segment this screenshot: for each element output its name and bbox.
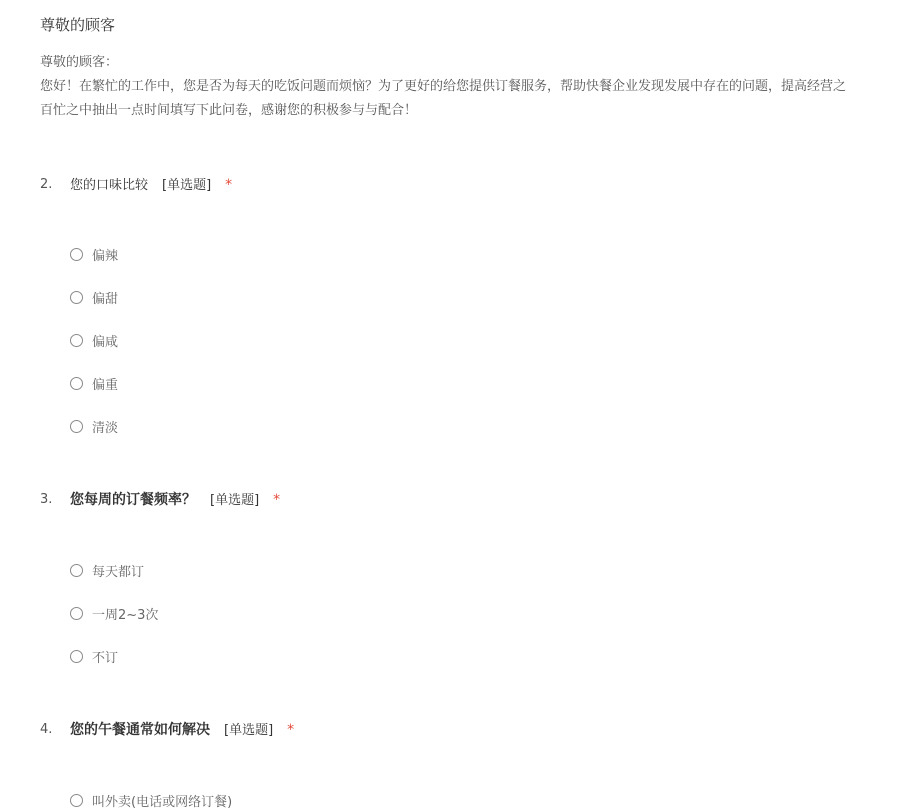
question-title-wrap: [70, 719, 294, 742]
option-heavy[interactable]: [70, 372, 118, 394]
option-label[interactable]: 偏辣: [92, 248, 119, 264]
option-two-three-times[interactable]: [70, 602, 158, 624]
option-label[interactable]: 清淡: [92, 420, 119, 436]
option-spicy[interactable]: [70, 243, 118, 265]
option-salty[interactable]: [70, 329, 118, 351]
question-title: 您的口味比较: [70, 178, 149, 193]
option-label[interactable]: 不订: [92, 650, 119, 666]
question-type-label: [单选题]: [162, 178, 212, 193]
question-taste: [40, 174, 900, 436]
radio-button[interactable]: [70, 291, 83, 304]
radio-button[interactable]: [70, 377, 83, 390]
question-type-label: [单选题]: [224, 723, 274, 738]
option-takeout[interactable]: [70, 789, 232, 811]
radio-button[interactable]: [70, 248, 83, 261]
option-label[interactable]: 一周2~3次: [92, 607, 159, 623]
intro-greeting: 尊敬的顾客：: [40, 55, 119, 70]
radio-button[interactable]: [70, 650, 83, 663]
question-number: 4.: [40, 722, 53, 737]
question-header: [40, 489, 900, 511]
radio-button[interactable]: [70, 334, 83, 347]
question-lunch-solution: [40, 719, 900, 810]
option-label[interactable]: 偏甜: [92, 291, 119, 307]
question-title-wrap: [70, 174, 232, 197]
option-sweet[interactable]: [70, 286, 118, 308]
radio-button[interactable]: [70, 564, 83, 577]
required-marker: *: [287, 722, 295, 738]
question-title-wrap: [70, 489, 280, 512]
radio-button[interactable]: [70, 607, 83, 620]
survey-title: 尊敬的顾客: [40, 16, 116, 34]
question-number: 2.: [40, 177, 53, 192]
radio-button[interactable]: [70, 420, 83, 433]
question-order-frequency: [40, 489, 900, 666]
required-marker: *: [225, 177, 233, 193]
option-label[interactable]: 叫外卖(电话或网络订餐): [92, 794, 233, 810]
option-every-day[interactable]: [70, 559, 144, 581]
option-light[interactable]: [70, 415, 118, 437]
required-marker: *: [273, 492, 281, 508]
radio-button[interactable]: [70, 794, 83, 807]
option-label[interactable]: 每天都订: [92, 564, 145, 580]
question-number: 3.: [40, 492, 53, 507]
question-header: [40, 719, 900, 741]
option-never[interactable]: [70, 645, 118, 667]
question-title: 您每周的订餐频率？: [70, 492, 196, 508]
option-label[interactable]: 偏咸: [92, 334, 119, 350]
intro-line: 百忙之中抽出一点时间填写下此问卷，感谢您的积极参与与配合！: [40, 103, 418, 118]
intro-line: 您好！在繁忙的工作中，您是否为每天的吃饭问题而烦恼？为了更好的给您提供订餐服务，帮助快餐企业发现发展中存在的问题，提高经营之: [40, 79, 847, 94]
option-label[interactable]: 偏重: [92, 377, 119, 393]
survey-intro: [40, 51, 900, 123]
question-type-label: [单选题]: [210, 493, 260, 508]
question-title: 您的午餐通常如何解决: [70, 722, 210, 738]
question-header: [40, 174, 900, 196]
